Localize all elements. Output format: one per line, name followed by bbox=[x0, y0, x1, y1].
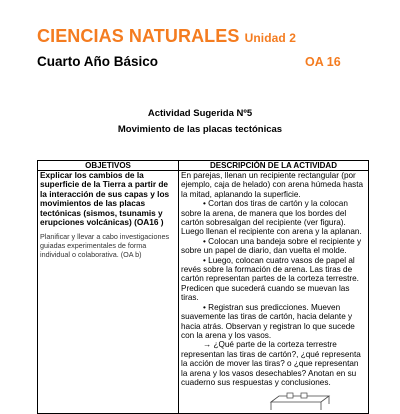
objective-main: Explicar los cambios de la superficie de la Tierra a partir de la interacción de sus capas y los movimientos de las placas tectónicas (sismos, tsunamis y erupciones volcánicas) (OA16 ) bbox=[40, 170, 170, 228]
table-row bbox=[38, 171, 369, 414]
table-header-row bbox=[38, 161, 369, 171]
bullet-mark: • bbox=[203, 236, 206, 246]
unit-label: Unidad 2 bbox=[244, 31, 297, 45]
oa-label: OA 16 bbox=[305, 55, 341, 69]
experiment-figure bbox=[265, 392, 335, 410]
description-paragraph: • Registran sus predicciones. Mueven suavemente las tiras de cartón, hacia delante y hacia atrás. Observan y registran lo que sucede con la arena y los vasos. bbox=[181, 302, 355, 340]
grade-label: Cuarto Año Básico bbox=[37, 54, 159, 69]
bullet-mark: • bbox=[203, 199, 206, 209]
activity-table bbox=[37, 160, 369, 414]
objectives-header: OBJETIVOS bbox=[38, 161, 179, 171]
objective-secondary: Planificar y llevar a cabo investigaciones guiadas experimentales de forma individual o colaborativa. (OA b) bbox=[40, 232, 170, 259]
description-header: DESCRIPCIÓN DE LA ACTIVIDAD bbox=[179, 161, 369, 171]
bullet-mark: • bbox=[203, 255, 206, 265]
arrow-mark: → bbox=[203, 340, 212, 350]
description-cell bbox=[179, 171, 369, 414]
page-title bbox=[37, 26, 296, 47]
description-paragraph: • Cortan dos tiras de cartón y la colocan sobre la arena, de manera que los bordes del cartón sobresalgan del recipiente (ver figura). Luego llenan el recipiente con arena y la aplanan. bbox=[181, 199, 362, 237]
description-paragraph: → ¿Qué parte de la corteza terrestre representan las tiras de cartón?, ¿qué representa la acción de mover las tiras? o ¿que representan la arena y los vasos desechables? Anotan en su cuaderno sus respuestas y conclusiones. bbox=[181, 340, 361, 387]
description-paragraph: En parejas, llenan un recipiente rectangular (por ejemplo, caja de helado) con arena húmeda hasta la mitad, aplanando la superficie. bbox=[181, 171, 364, 199]
activity-subtitle: Movimiento de las placas tectónicas bbox=[117, 124, 283, 135]
activity-title: Actividad Sugerida Nº5 bbox=[147, 108, 253, 119]
bullet-mark: • bbox=[203, 302, 206, 312]
objectives-cell bbox=[38, 171, 179, 414]
description-paragraph: • Luego, colocan cuatro vasos de papel al revés sobre la formación de arena. Las tiras de cartón representan partes de la corteza terrestre. Predicen que sucederá cuando se muevan las tiras. bbox=[181, 255, 359, 303]
subject-title: CIENCIAS NATURALES bbox=[37, 26, 240, 46]
description-paragraph: • Colocan una bandeja sobre el recipiente y sobre un papel de diario, dan vuelta el molde. bbox=[181, 236, 362, 256]
